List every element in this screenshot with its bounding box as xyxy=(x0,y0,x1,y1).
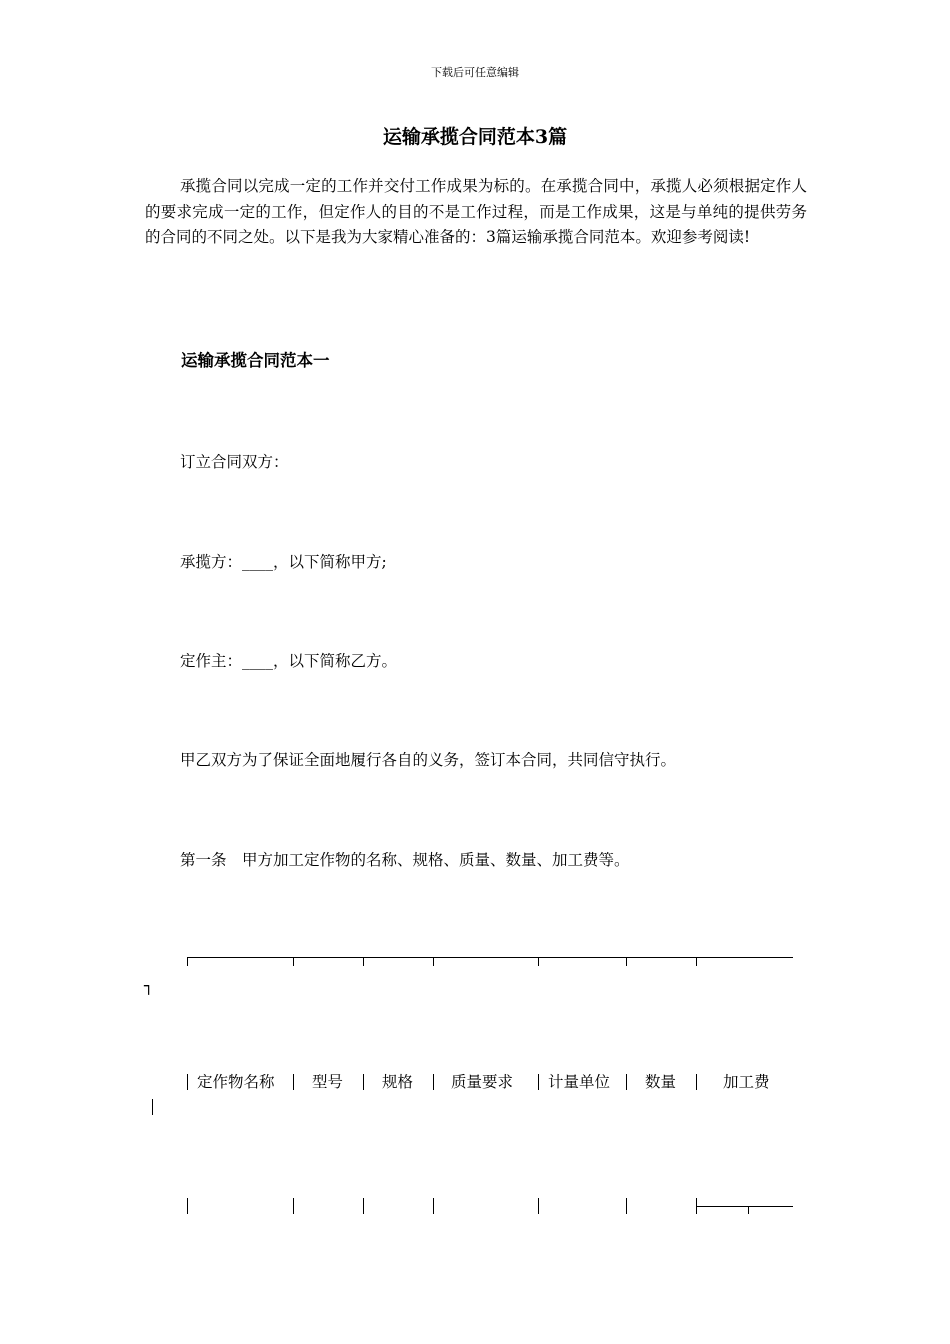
table-divider xyxy=(187,1074,188,1090)
table-tick xyxy=(538,957,539,966)
client-line: 定作主：____，以下简称乙方。 xyxy=(180,652,398,670)
table-divider xyxy=(433,1074,434,1090)
document-title: 运输承揽合同范本3篇 xyxy=(382,126,568,148)
table-tick xyxy=(748,1206,749,1214)
header-cell-model: 型号 xyxy=(312,1073,344,1091)
table-divider xyxy=(152,1099,153,1115)
table-tick xyxy=(626,957,627,966)
table-top-border xyxy=(187,957,793,958)
table-divider xyxy=(363,1074,364,1090)
table-fee-subdivider xyxy=(696,1206,793,1207)
header-cell-spec: 规格 xyxy=(382,1073,414,1091)
header-cell-quantity: 数量 xyxy=(645,1073,677,1091)
table-divider xyxy=(293,1198,294,1214)
header-note: 下载后可任意编辑 xyxy=(431,66,519,79)
table-divider xyxy=(433,1198,434,1214)
table-tick xyxy=(187,957,188,966)
parties-label: 订立合同双方： xyxy=(180,453,289,471)
section-heading: 运输承揽合同范本一 xyxy=(181,351,330,370)
table-divider xyxy=(187,1198,188,1214)
table-divider xyxy=(626,1198,627,1214)
table-tick xyxy=(433,957,434,966)
header-cell-fee: 加工费 xyxy=(723,1073,770,1091)
table-divider xyxy=(626,1074,627,1090)
table-divider xyxy=(538,1074,539,1090)
table-divider xyxy=(293,1074,294,1090)
contractor-line: 承揽方：____，以下简称甲方; xyxy=(180,553,387,571)
article-one: 第一条 甲方加工定作物的名称、规格、质量、数量、加工费等。 xyxy=(180,851,630,869)
header-cell-name: 定作物名称 xyxy=(197,1073,275,1091)
table-divider xyxy=(538,1198,539,1214)
agreement-statement: 甲乙双方为了保证全面地履行各自的义务，签订本合同，共同信守执行。 xyxy=(180,751,677,769)
intro-paragraph: 承揽合同以完成一定的工作并交付工作成果为标的。在承揽合同中，承揽人必须根据定作人的要求完成一定的工作，但定作人的目的不是工作过程，而是工作成果，这是与单纯的提供劳务的合同的不同之处。以下是我为大家精心准备的：3篇运输承揽合同范本。欢迎参考阅读! xyxy=(145,177,807,246)
header-cell-quality: 质量要求 xyxy=(451,1073,514,1091)
table-divider xyxy=(696,1074,697,1090)
table-tick xyxy=(293,957,294,966)
header-cell-unit: 计量单位 xyxy=(548,1073,611,1091)
table-divider xyxy=(363,1198,364,1214)
table-corner: ┐ xyxy=(144,977,154,995)
table-tick xyxy=(363,957,364,966)
table-tick xyxy=(696,957,697,966)
